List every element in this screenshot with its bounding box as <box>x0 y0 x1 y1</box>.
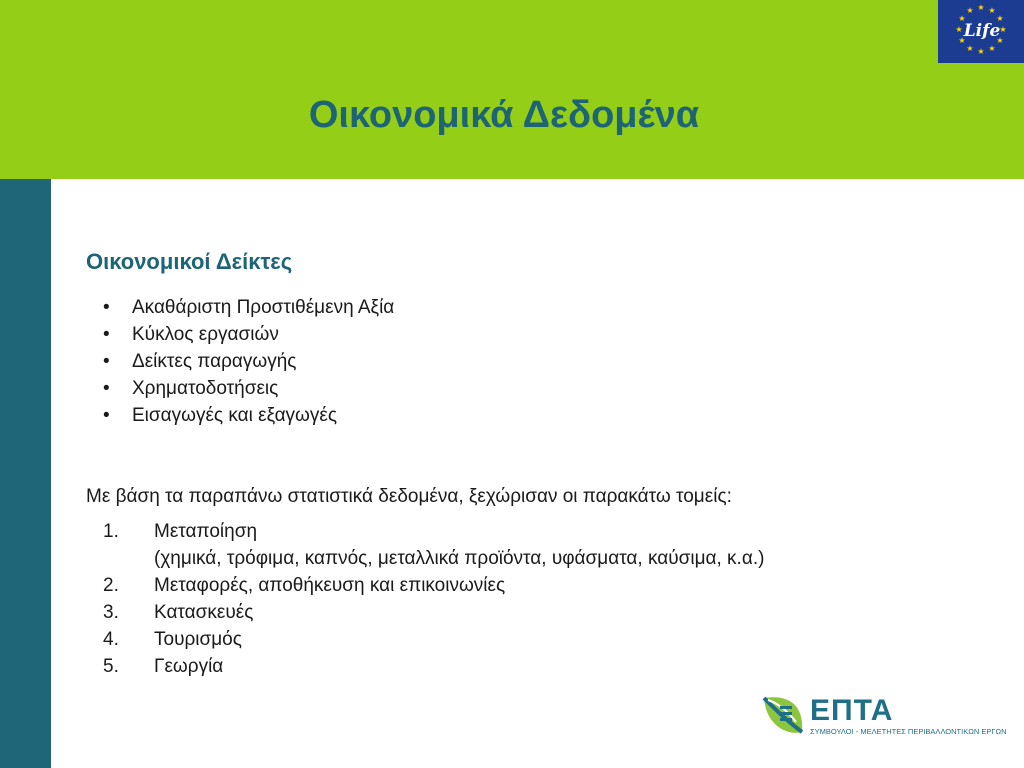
item-number: 2. <box>103 575 119 596</box>
life-wordmark: Life <box>963 21 1001 41</box>
item-label: Μεταποίηση <box>154 521 258 542</box>
item-subtext: (χημικά, τρόφιμα, καπνός, μεταλλικά προϊόντα, υφάσματα, καύσιμα, κ.α.) <box>154 548 765 569</box>
list-item: • Δείκτες παραγωγής <box>103 348 394 375</box>
slide-title: Οικονομικά Δεδομένα <box>308 94 700 136</box>
item-label: Μεταφορές, αποθήκευση και επικοινωνίες <box>154 575 506 596</box>
item-number: 4. <box>103 629 119 650</box>
svg-text:★: ★ <box>999 25 1007 34</box>
sectors-intro: Με βάση τα παραπάνω στατιστικά δεδομένα, ξεχώρισαν οι παρακάτω τομείς: <box>86 486 732 507</box>
item-label: Τουρισμός <box>154 629 242 650</box>
bullet-icon: • <box>103 405 110 426</box>
svg-text:★: ★ <box>977 47 985 56</box>
indicators-heading: Οικονομικοί Δείκτες <box>86 249 293 274</box>
item-label: Κατασκευές <box>154 602 254 623</box>
svg-text:★: ★ <box>955 25 963 34</box>
svg-text:★: ★ <box>988 44 996 53</box>
epta-wordmark: ΕΠΤΑ <box>810 694 894 727</box>
svg-text:★: ★ <box>996 14 1004 23</box>
list-item: • Εισαγωγές και εξαγωγές <box>103 402 394 429</box>
bullet-icon: • <box>103 378 110 399</box>
svg-text:★: ★ <box>966 44 974 53</box>
list-item <box>103 518 764 572</box>
sectors-list <box>103 518 764 680</box>
header-band <box>0 0 1024 179</box>
svg-text:★: ★ <box>966 6 974 15</box>
side-accent-bar <box>0 179 51 768</box>
item-number: 1. <box>103 521 119 542</box>
list-item <box>103 599 764 626</box>
list-item: • Χρηματοδοτήσεις <box>103 375 394 402</box>
bullet-icon: • <box>103 351 110 372</box>
svg-text:★: ★ <box>977 3 985 12</box>
list-item: • Κύκλος εργασιών <box>103 321 394 348</box>
bullet-icon: • <box>103 324 110 345</box>
list-item <box>103 653 764 680</box>
list-item <box>103 572 764 599</box>
svg-text:★: ★ <box>958 14 966 23</box>
svg-text:★: ★ <box>958 36 966 45</box>
bullet-icon: • <box>103 297 110 318</box>
leaf-emblem-icon <box>760 692 806 738</box>
list-item <box>103 626 764 653</box>
indicators-list <box>103 294 394 429</box>
eu-life-logo <box>938 0 1024 63</box>
eu-stars-icon <box>938 0 1024 63</box>
item-number: 3. <box>103 602 119 623</box>
epta-logo <box>760 692 1007 742</box>
item-number: 5. <box>103 656 119 677</box>
svg-text:★: ★ <box>988 6 996 15</box>
list-item: • Ακαθάριστη Προστιθέμενη Αξία <box>103 294 394 321</box>
epta-tagline: ΣΥΜΒΟΥΛΟΙ - ΜΕΛΕΤΗΤΕΣ ΠΕΡΙΒΑΛΛΟΝΤΙΚΩΝ ΕΡΓΩΝ <box>810 727 1007 736</box>
svg-text:★: ★ <box>996 36 1004 45</box>
item-label: Γεωργία <box>154 656 224 677</box>
